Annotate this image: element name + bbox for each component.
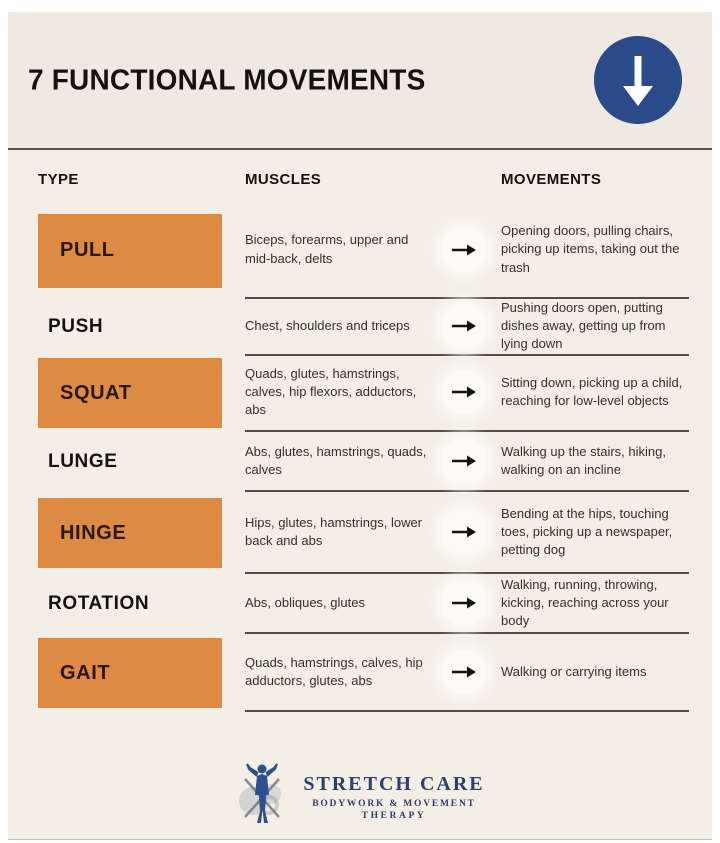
movements-text: Walking up the stairs, hiking, walking on an incline [501,443,666,477]
type-label-pull: PULL [38,214,222,288]
table-row-rotation [38,574,712,634]
table-row-gait [38,634,712,712]
type-label-squat: SQUAT [38,358,222,428]
muscles-text: Chest, shoulders and triceps [245,318,410,334]
table-body [8,202,712,712]
muscles-text: Quads, glutes, hamstrings, calves, hip flexors, adductors, abs [245,365,417,418]
page-title: 7 FUNCTIONAL MOVEMENTS [28,63,426,96]
right-arrow-icon [441,303,487,349]
right-arrow-icon [441,580,487,626]
muscles-text: Abs, glutes, hamstrings, quads, calves [245,443,427,477]
right-arrow-icon [441,509,487,555]
muscles-text: Hips, glutes, hamstrings, lower back and abs [245,514,423,548]
infographic-canvas [8,12,712,840]
movements-text: Pushing doors open, putting dishes away, getting up from lying down [501,300,666,352]
muscles-text: Abs, obliques, glutes [245,594,365,610]
movements-text: Walking or carrying items [501,663,647,679]
movements-text: Bending at the hips, touching toes, picking up a newspaper, petting dog [501,505,673,558]
table-row-push [38,299,712,354]
brand-name: STRETCH CARE [303,772,485,795]
right-arrow-icon [441,649,487,695]
header [8,12,712,148]
type-label-hinge: HINGE [38,498,222,568]
stretch-care-figure-icon [235,761,291,832]
movements-text: Walking, running, throwing, kicking, reaching across your body [501,576,669,629]
table-header-row [8,150,712,202]
table-row-lunge [38,432,712,492]
type-label-lunge: LUNGE [48,451,118,472]
type-label-gait: GAIT [38,638,222,708]
right-arrow-icon [441,227,487,273]
table-row-hinge [38,492,712,574]
muscles-text: Biceps, forearms, upper and mid-back, delts [245,232,409,266]
type-label-push: PUSH [48,316,104,338]
column-header-muscles: MUSCLES [245,170,322,188]
right-arrow-icon [441,438,487,484]
footer-logo [8,712,712,843]
type-label-rotation: ROTATION [48,593,150,614]
movements-text: Opening doors, pulling chairs, picking up items, taking out the trash [501,223,680,275]
down-arrow-icon [594,36,682,124]
column-header-type: TYPE [38,170,79,188]
right-arrow-icon [441,369,487,415]
column-header-movements: MOVEMENTS [501,170,602,188]
brand-tagline-2: THERAPY [361,810,427,821]
table-row-pull [38,202,712,299]
movements-text: Sitting down, picking up a child, reaching for low-level objects [501,374,683,408]
brand-tagline: BODYWORK & MOVEMENT [312,798,476,809]
table-row-squat [38,354,712,432]
muscles-text: Quads, hamstrings, calves, hip adductors, glutes, abs [245,654,423,688]
